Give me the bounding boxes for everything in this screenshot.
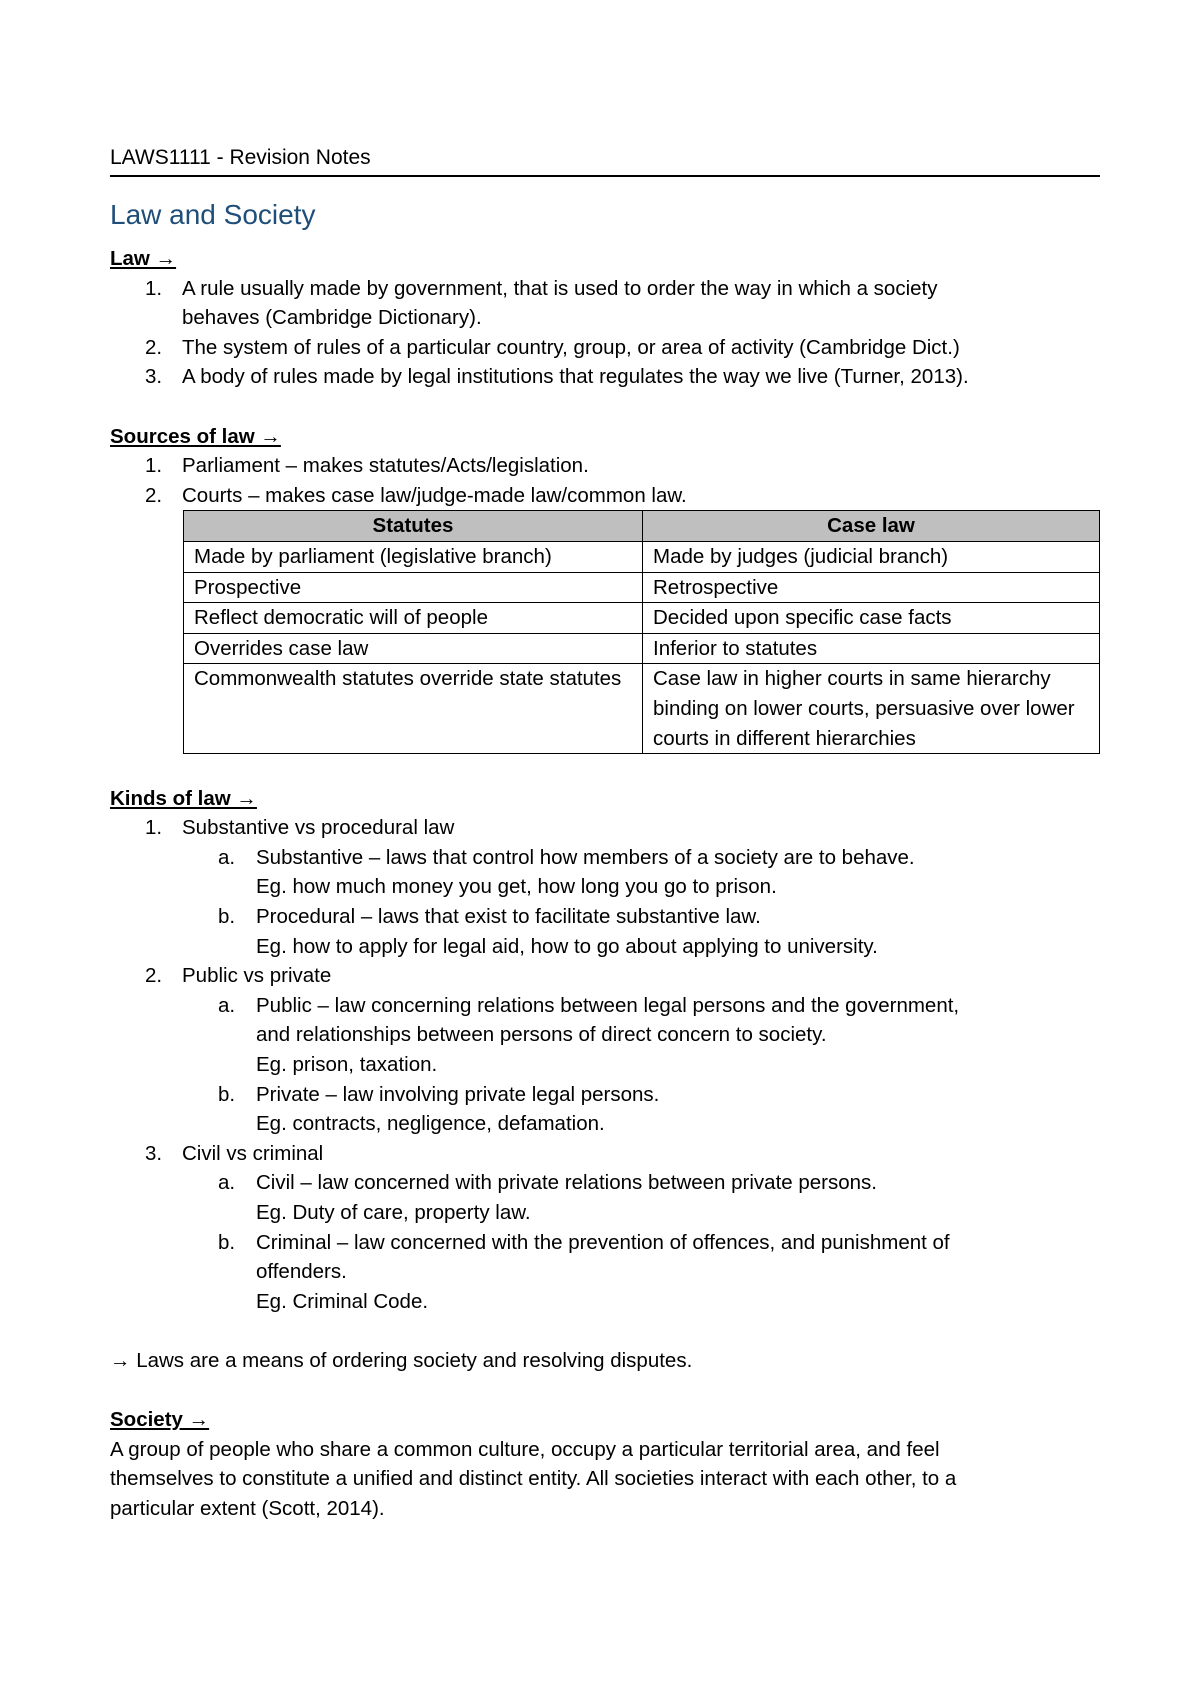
sub-list-text: Eg. contracts, negligence, defamation.: [256, 1112, 605, 1136]
list-text: Substantive vs procedural law: [182, 816, 455, 840]
list-text: Parliament – makes statutes/Acts/legislation.: [182, 454, 589, 478]
sub-list-letter: b.: [218, 905, 236, 929]
list-text: The system of rules of a particular country, group, or area of activity (Cambridge Dict.): [182, 335, 960, 359]
table-header: Statutes: [184, 511, 643, 542]
sub-list-letter: b.: [218, 1230, 236, 1254]
sub-list-text: Procedural – laws that exist to facilitate substantive law.: [256, 905, 761, 929]
society-definition-line: A group of people who share a common culture, occupy a particular territorial area, and feel: [110, 1437, 940, 1461]
sub-list-item: [110, 902, 1100, 961]
comparison-table: [183, 510, 1100, 754]
sub-list-text: Private – law involving private legal persons.: [256, 1082, 660, 1106]
sub-list-text: Eg. how to apply for legal aid, how to go about applying to university.: [256, 934, 878, 958]
list-number: 2.: [145, 964, 163, 988]
list-number: 1.: [145, 454, 163, 478]
sub-list-text: offenders.: [256, 1260, 347, 1284]
list-number: 1.: [145, 276, 163, 300]
list-item: [110, 333, 1100, 363]
table-cell: Prospective: [184, 572, 643, 603]
sub-list-text: Civil – law concerned with private relations between private persons.: [256, 1171, 878, 1195]
table-cell: Reflect democratic will of people: [184, 603, 643, 634]
list-number: 3.: [145, 365, 163, 389]
society-heading: Society →: [110, 1408, 210, 1432]
sub-list-text: Eg. Duty of care, property law.: [256, 1201, 531, 1224]
table-header: Case law: [643, 511, 1100, 542]
law-heading: Law →: [110, 247, 177, 270]
table-cell: Inferior to statutes: [643, 633, 1100, 664]
list-number: 3.: [145, 1141, 163, 1165]
list-number: 2.: [145, 483, 163, 507]
table-cell: Made by judges (judicial branch): [643, 541, 1100, 572]
list-text: Civil vs criminal: [182, 1141, 324, 1165]
table-cell: Retrospective: [643, 572, 1100, 603]
sub-list-item: [110, 1168, 1100, 1227]
sub-list-text: Eg. how much money you get, how long you go to prison.: [256, 875, 777, 899]
list-item: [110, 813, 1100, 843]
table-header-row: [184, 511, 1100, 542]
running-header: LAWS1111 - Revision Notes: [110, 145, 1100, 177]
society-definition-line: themselves to constitute a unified and distinct entity. All societies interact with each other, to a: [110, 1467, 957, 1491]
list-item: [110, 451, 1100, 481]
sub-list-letter: b.: [218, 1082, 236, 1106]
list-number: 1.: [145, 816, 163, 840]
sub-list-item: [110, 843, 1100, 902]
table-row: [184, 664, 1100, 754]
list-text: A body of rules made by legal institutions that regulates the way we live (Turner, 2013).: [182, 365, 969, 389]
table-row: [184, 572, 1100, 603]
list-text: Courts – makes case law/judge-made law/common law.: [182, 483, 687, 507]
document-body: [110, 244, 1100, 1524]
summary-note: → Laws are a means of ordering society and resolving disputes.: [110, 1348, 693, 1372]
sub-list-item: [110, 1080, 1100, 1139]
list-item: [110, 961, 1100, 991]
list-item: [110, 362, 1100, 392]
table-cell: Made by parliament (legislative branch): [184, 541, 643, 572]
kinds-heading: Kinds of law →: [110, 786, 257, 810]
table-cell: Case law in higher courts in same hierarchy binding on lower courts, persuasive over lower courts in different hierarchies: [643, 664, 1100, 754]
sub-list-letter: a.: [218, 845, 236, 869]
sub-list-text: Eg. prison, taxation.: [256, 1053, 438, 1077]
sub-list-text: Substantive – laws that control how members of a society are to behave.: [256, 845, 915, 869]
table-row: [184, 633, 1100, 664]
list-text: Public vs private: [182, 964, 332, 988]
table-row: [184, 541, 1100, 572]
list-number: 2.: [145, 335, 163, 359]
page-title: Law and Society: [110, 199, 316, 230]
society-definition-line: particular extent (Scott, 2014).: [110, 1496, 385, 1520]
sub-list-text: and relationships between persons of direct concern to society.: [256, 1023, 827, 1047]
sources-heading: Sources of law →: [110, 424, 281, 448]
sub-list-text: Public – law concerning relations between legal persons and the government,: [256, 993, 960, 1017]
list-item-continuation: [110, 303, 1100, 333]
list-item: [110, 1139, 1100, 1169]
list-item: [110, 274, 1100, 304]
table-cell: Commonwealth statutes override state statutes: [184, 664, 643, 754]
sub-list-text: Eg. Criminal Code.: [256, 1289, 429, 1313]
list-text: behaves (Cambridge Dictionary).: [182, 306, 482, 330]
sub-list-letter: a.: [218, 993, 236, 1017]
table-cell: Overrides case law: [184, 633, 643, 664]
list-text: A rule usually made by government, that is used to order the way in which a society: [182, 276, 938, 300]
sub-list-item: [110, 991, 1100, 1080]
sub-list-text: Criminal – law concerned with the prevention of offences, and punishment of: [256, 1230, 950, 1254]
table-cell: Decided upon specific case facts: [643, 603, 1100, 634]
sub-list-letter: a.: [218, 1171, 236, 1195]
list-item: [110, 481, 1100, 511]
sub-list-item: [110, 1228, 1100, 1317]
table-row: [184, 603, 1100, 634]
